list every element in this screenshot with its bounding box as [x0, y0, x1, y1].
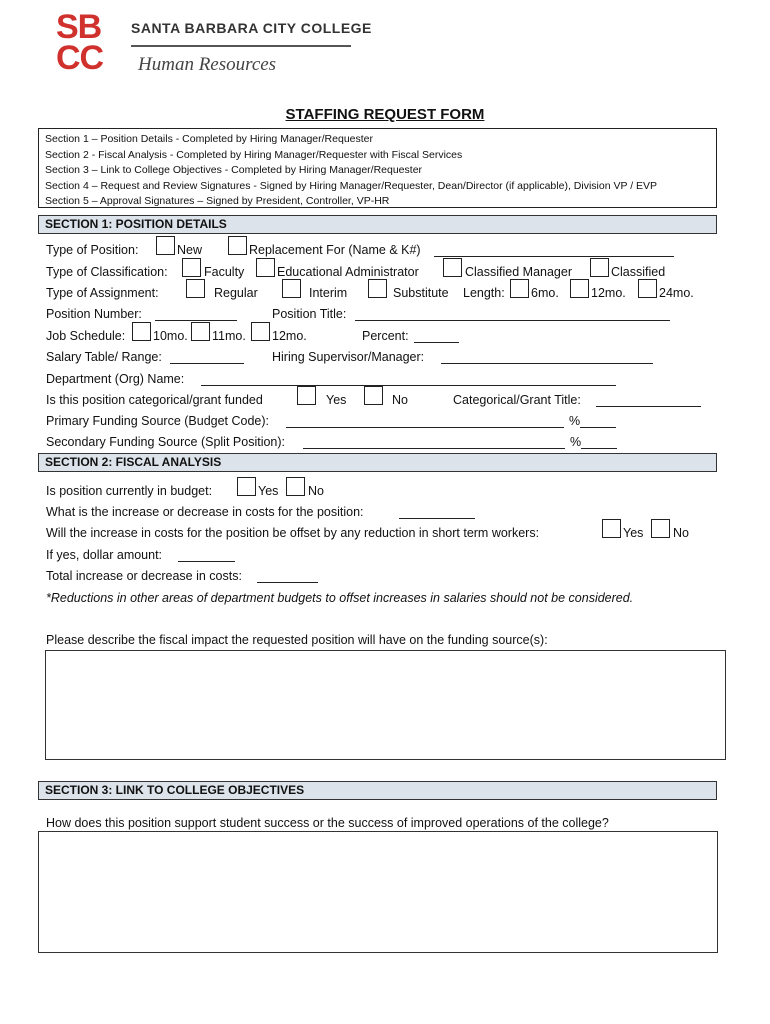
categorical-no-checkbox[interactable] [364, 386, 383, 405]
categorical-question: Is this position categorical/grant funded [46, 393, 263, 407]
interim-checkbox[interactable] [282, 279, 301, 298]
position-number-input[interactable] [155, 320, 237, 321]
secondary-funding-label: Secondary Funding Source (Split Position): [46, 435, 286, 449]
classified-manager-label: Classified Manager [465, 265, 572, 279]
twelve-mo-label: 12mo. [591, 286, 626, 300]
in-budget-no-label: No [308, 484, 324, 498]
form-title: STAFFING REQUEST FORM [285, 106, 485, 123]
assignment-label: Type of Assignment: [46, 286, 159, 300]
replacement-input[interactable] [434, 256, 674, 257]
in-budget-yes-checkbox[interactable] [237, 477, 256, 496]
fiscal-impact-prompt: Please describe the fiscal impact the requested position will have on the funding source(s): [46, 633, 548, 647]
percent-label: Percent: [362, 329, 409, 343]
offset-question: Will the increase in costs for the position be offset by any reduction in short term workers: [46, 526, 540, 540]
increase-decrease-label: What is the increase or decrease in costs for the position: [46, 505, 364, 519]
fiscal-impact-textarea[interactable] [45, 650, 726, 760]
secondary-pct-label: % [570, 435, 582, 449]
classified-label: Classified [611, 265, 666, 279]
logo-divider [131, 45, 351, 47]
ten-mo-label: 10mo. [153, 329, 188, 343]
replacement-label: Replacement For (Name & K#) [249, 243, 421, 257]
substitute-checkbox[interactable] [368, 279, 387, 298]
total-change-input[interactable] [257, 582, 318, 583]
dollar-amount-input[interactable] [178, 561, 235, 562]
salary-table-input[interactable] [170, 363, 244, 364]
college-name: SANTA BARBARA CITY COLLEGE [131, 20, 372, 36]
department-name: Human Resources [138, 54, 277, 75]
position-title-label: Position Title: [272, 307, 347, 321]
section2-header: SECTION 2: FISCAL ANALYSIS [38, 453, 717, 472]
offset-yes-label: Yes [623, 526, 644, 540]
faculty-label: Faculty [204, 265, 245, 279]
sbcc-logo [56, 8, 104, 77]
interim-label: Interim [309, 286, 348, 300]
substitute-label: Substitute [393, 286, 449, 300]
position-title-input[interactable] [355, 320, 670, 321]
overview-line: Section 4 – Request and Review Signatures - Signed by Hiring Manager/Requester, Dean/Director (if applicable), Division VP / EVP [45, 179, 658, 192]
budget-note: *Reductions in other areas of department budgets to offset increases in salaries should not be considered. [46, 591, 634, 605]
new-checkbox[interactable] [156, 236, 175, 255]
in-budget-yes-label: Yes [258, 484, 279, 498]
categorical-title-label: Categorical/Grant Title: [453, 393, 581, 407]
sections-overview [38, 128, 717, 208]
twelve-mo-checkbox[interactable] [570, 279, 589, 298]
dollar-amount-label: If yes, dollar amount: [46, 548, 163, 562]
secondary-funding-input[interactable] [303, 448, 565, 449]
in-budget-no-checkbox[interactable] [286, 477, 305, 496]
increase-decrease-input[interactable] [399, 518, 475, 519]
categorical-yes-checkbox[interactable] [297, 386, 316, 405]
primary-pct-label: % [569, 414, 581, 428]
section1-header: SECTION 1: POSITION DETAILS [38, 215, 717, 234]
type-of-position-label: Type of Position: [46, 243, 139, 257]
eleven-mo-label: 11mo. [212, 329, 246, 343]
eleven-mo-checkbox[interactable] [191, 322, 210, 341]
salary-table-label: Salary Table/ Range: [46, 350, 162, 364]
primary-funding-label: Primary Funding Source (Budget Code): [46, 414, 270, 428]
faculty-checkbox[interactable] [182, 258, 201, 277]
department-label: Department (Org) Name: [46, 372, 185, 386]
regular-checkbox[interactable] [186, 279, 205, 298]
six-mo-checkbox[interactable] [510, 279, 529, 298]
department-input[interactable] [201, 385, 616, 386]
offset-no-label: No [673, 526, 689, 540]
position-number-label: Position Number: [46, 307, 142, 321]
overview-line: Section 1 – Position Details - Completed by Hiring Manager/Requester [45, 133, 373, 145]
in-budget-label: Is position currently in budget: [46, 484, 213, 498]
twelve-mo-schedule-checkbox[interactable] [251, 322, 270, 341]
logo-letters-top: SB [56, 8, 102, 46]
primary-funding-input[interactable] [286, 427, 564, 428]
twelve-mo-schedule-label: 12mo. [272, 329, 307, 343]
twentyfour-mo-label: 24mo. [659, 286, 694, 300]
job-schedule-label: Job Schedule: [46, 329, 126, 343]
six-mo-label: 6mo. [531, 286, 559, 300]
classification-label: Type of Classification: [46, 265, 168, 279]
edu-admin-checkbox[interactable] [256, 258, 275, 277]
new-label: New [177, 243, 203, 257]
categorical-title-input[interactable] [596, 406, 701, 407]
logo-letters-bottom: CC [56, 39, 104, 77]
regular-label: Regular [214, 286, 258, 300]
hiring-supervisor-label: Hiring Supervisor/Manager: [272, 350, 425, 364]
ten-mo-checkbox[interactable] [132, 322, 151, 341]
college-objectives-prompt: How does this position support student success or the success of improved operations of the college? [46, 816, 609, 830]
length-label: Length: [463, 286, 505, 300]
offset-no-checkbox[interactable] [651, 519, 670, 538]
overview-line: Section 5 – Approval Signatures – Signed by President, Controller, VP-HR [45, 195, 390, 207]
college-objectives-textarea[interactable] [38, 831, 718, 953]
classified-manager-checkbox[interactable] [443, 258, 462, 277]
offset-yes-checkbox[interactable] [602, 519, 621, 538]
percent-input[interactable] [414, 342, 459, 343]
categorical-no-label: No [392, 393, 408, 407]
overview-line: Section 2 - Fiscal Analysis - Completed by Hiring Manager/Requester with Fiscal Services [45, 148, 463, 161]
hiring-supervisor-input[interactable] [441, 363, 653, 364]
primary-pct-input[interactable] [580, 427, 616, 428]
replacement-checkbox[interactable] [228, 236, 247, 255]
twentyfour-mo-checkbox[interactable] [638, 279, 657, 298]
secondary-pct-input[interactable] [581, 448, 617, 449]
total-change-label: Total increase or decrease in costs: [46, 569, 242, 583]
categorical-yes-label: Yes [326, 393, 347, 407]
classified-checkbox[interactable] [590, 258, 609, 277]
section3-header: SECTION 3: LINK TO COLLEGE OBJECTIVES [38, 781, 717, 800]
overview-line: Section 3 – Link to College Objectives - Completed by Hiring Manager/Requester [45, 164, 423, 176]
edu-admin-label: Educational Administrator [277, 265, 419, 279]
